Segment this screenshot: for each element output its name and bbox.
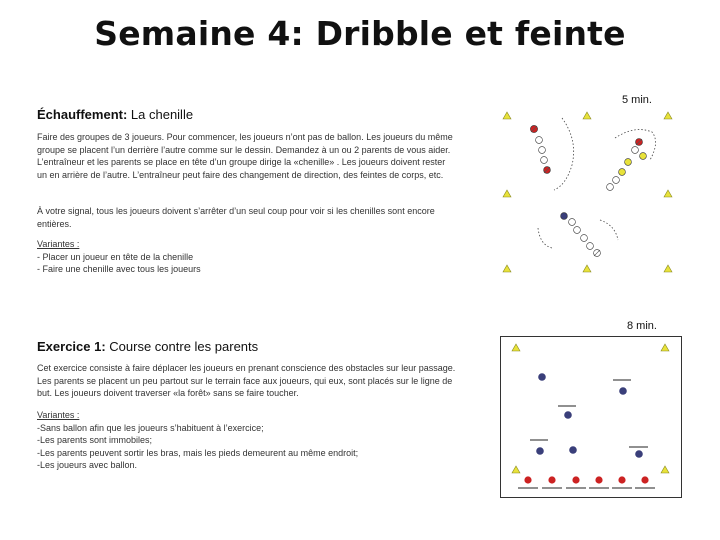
exercise1-variants-title: Variantes :: [37, 410, 80, 420]
exercise1-variant-item: -Les joueurs avec ballon.: [37, 460, 138, 471]
warmup-duration: 5 min.: [622, 94, 652, 106]
warmup-heading: [37, 107, 193, 122]
warmup-heading-rest: La chenille: [127, 107, 194, 122]
exercise1-variant-item: -Les parents peuvent sortir les bras, mais les pieds demeurent au même endroit;: [37, 447, 359, 458]
warmup-variant-item: - Faire une chenille avec tous les joueurs: [37, 264, 201, 275]
exercise1-heading-rest: Course contre les parents: [105, 339, 259, 354]
exercise1-variant-item: -Sans ballon afin que les joueurs s’habituent à l’exercice;: [37, 422, 264, 433]
warmup-heading-bold: Échauffement:: [37, 107, 128, 122]
page-title: Semaine 4: Dribble et feinte: [94, 14, 626, 53]
exercise1-field-diagram: [500, 336, 682, 498]
exercise1-duration: 8 min.: [627, 320, 657, 332]
warmup-paragraph-1: Faire des groupes de 3 joueurs. Pour commencer, les joueurs n’ont pas de ballon. Les joueurs du même groupe se placent l’un derrière l’autre comme sur le dessin. Demandez à un ou 2 parents de vous aider. L’entraîneur et les parents se place en tête d’un groupe dirige la «chenille» . Les joueurs doivent rester un en arrière de l’autre. L’entraîneur peut faire des changement de direction, des feintes de corps, etc.: [37, 132, 453, 180]
warmup-variants-title: Variantes :: [37, 239, 80, 249]
warmup-variants: [37, 238, 457, 276]
player-group-3: [561, 213, 601, 257]
exercise1-heading: [37, 339, 258, 354]
player-group-1: [530, 125, 550, 173]
warmup-variant-item: - Placer un joueur en tête de la chenille: [37, 251, 194, 262]
exercise1-variants: [37, 409, 462, 472]
exercise1-paragraph: Cet exercice consiste à faire déplacer les joueurs en prenant conscience des obstacles sur leur passage. Les parents se placent un peu partout sur le terrain face aux joueurs, qui eux, sont placés sur le ligne de but. Les joueurs doivent traverser «la forêt» sans se faire toucher.: [37, 363, 456, 399]
exercise1-heading-bold: Exercice 1:: [37, 339, 106, 354]
exercise1-variant-item: -Les parents sont immobiles;: [37, 435, 153, 446]
player-group-2: [607, 139, 647, 191]
warmup-paragraph-2: À votre signal, tous les joueurs doivent s’arrêter d’un seul coup pour voir si les chenilles sont encore entières.: [37, 206, 435, 229]
warmup-field-diagram: [500, 110, 680, 280]
